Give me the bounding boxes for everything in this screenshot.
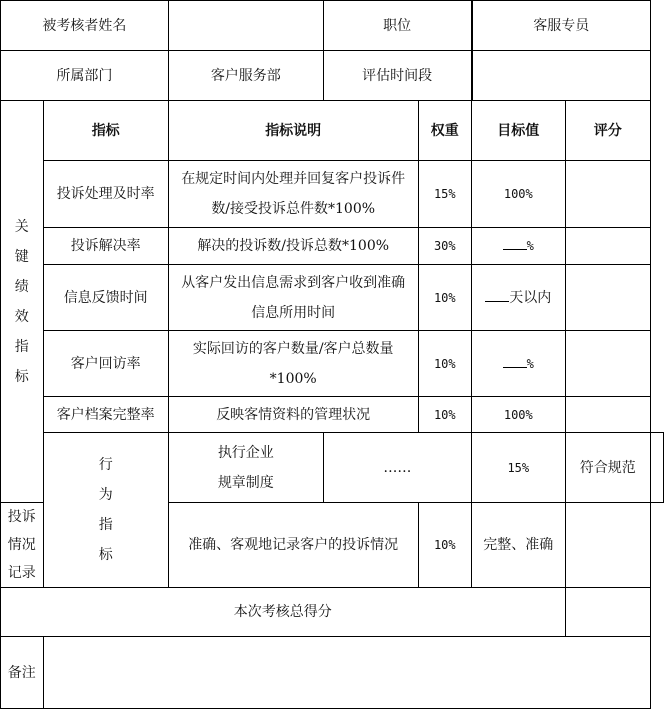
total-value[interactable] — [565, 588, 650, 637]
weight-cell: 30% — [418, 228, 471, 265]
indicator-cell: 信息反馈时间 — [43, 265, 168, 331]
remarks-value[interactable] — [43, 637, 650, 709]
description-cell: 在规定时间内处理并回复客户投诉件数/接受投诉总件数*100% — [168, 161, 418, 228]
score-cell[interactable] — [565, 265, 650, 331]
table-row — [1, 433, 664, 503]
col-description: 指标说明 — [168, 101, 418, 161]
description-cell: …… — [323, 433, 471, 503]
indicator-cell: 执行企业 规章制度 — [168, 433, 323, 503]
target-cell[interactable]: % — [472, 228, 566, 265]
table-row — [1, 331, 664, 397]
remarks-row — [1, 637, 664, 709]
target-cell: 符合规范 — [565, 433, 650, 503]
target-blank[interactable] — [503, 235, 527, 250]
target-cell: 100% — [472, 397, 566, 433]
dept-value[interactable]: 客户服务部 — [168, 51, 323, 101]
total-label: 本次考核总得分 — [1, 588, 566, 637]
target-cell: 100% — [472, 161, 566, 228]
table-row — [1, 161, 664, 228]
col-target: 目标值 — [472, 101, 566, 161]
score-cell[interactable] — [565, 161, 650, 228]
weight-cell: 10% — [418, 503, 471, 588]
total-row — [1, 588, 664, 637]
weight-cell: 10% — [418, 331, 471, 397]
target-blank[interactable] — [485, 287, 509, 302]
score-cell[interactable] — [565, 503, 650, 588]
period-value[interactable] — [472, 51, 651, 101]
name-label: 被考核者姓名 — [1, 1, 169, 51]
target-cell[interactable]: 天以内 — [472, 265, 566, 331]
target-cell[interactable]: % — [472, 331, 566, 397]
indicator-cell: 客户档案完整率 — [43, 397, 168, 433]
period-label: 评估时间段 — [323, 51, 471, 101]
col-indicator: 指标 — [43, 101, 168, 161]
indicator-cell: 投诉处理及时率 — [43, 161, 168, 228]
indicator-cell: 投诉解决率 — [43, 228, 168, 265]
score-cell[interactable] — [565, 397, 650, 433]
description-cell: 从客户发出信息需求到客户收到准确信息所用时间 — [168, 265, 418, 331]
remarks-label: 备注 — [1, 637, 44, 709]
table-row — [1, 265, 664, 331]
weight-cell: 15% — [472, 433, 566, 503]
target-blank[interactable] — [503, 353, 527, 368]
weight-cell: 15% — [418, 161, 471, 228]
target-cell: 完整、准确 — [472, 503, 566, 588]
kpi-group-label: 关键绩效指标 — [1, 101, 44, 503]
score-cell[interactable] — [565, 331, 650, 397]
description-cell: 实际回访的客户数量/客户总数量*100% — [168, 331, 418, 397]
weight-cell: 10% — [418, 265, 471, 331]
indicator-cell: 投诉情况记录 — [1, 503, 44, 588]
description-cell: 反映客情资料的管理状况 — [168, 397, 418, 433]
position-label: 职位 — [323, 1, 471, 51]
table-row — [1, 228, 664, 265]
dept-label: 所属部门 — [1, 51, 169, 101]
behavior-group-label: 行为指标 — [43, 433, 168, 588]
description-cell: 准确、客观地记录客户的投诉情况 — [168, 503, 418, 588]
name-value[interactable] — [168, 1, 323, 51]
indicator-cell: 客户回访率 — [43, 331, 168, 397]
score-cell[interactable] — [565, 228, 650, 265]
position-value[interactable]: 客服专员 — [472, 1, 651, 51]
col-score: 评分 — [565, 101, 650, 161]
table-row — [1, 397, 664, 433]
description-cell: 解决的投诉数/投诉总数*100% — [168, 228, 418, 265]
col-weight: 权重 — [418, 101, 471, 161]
score-cell[interactable] — [651, 433, 664, 503]
weight-cell: 10% — [418, 397, 471, 433]
